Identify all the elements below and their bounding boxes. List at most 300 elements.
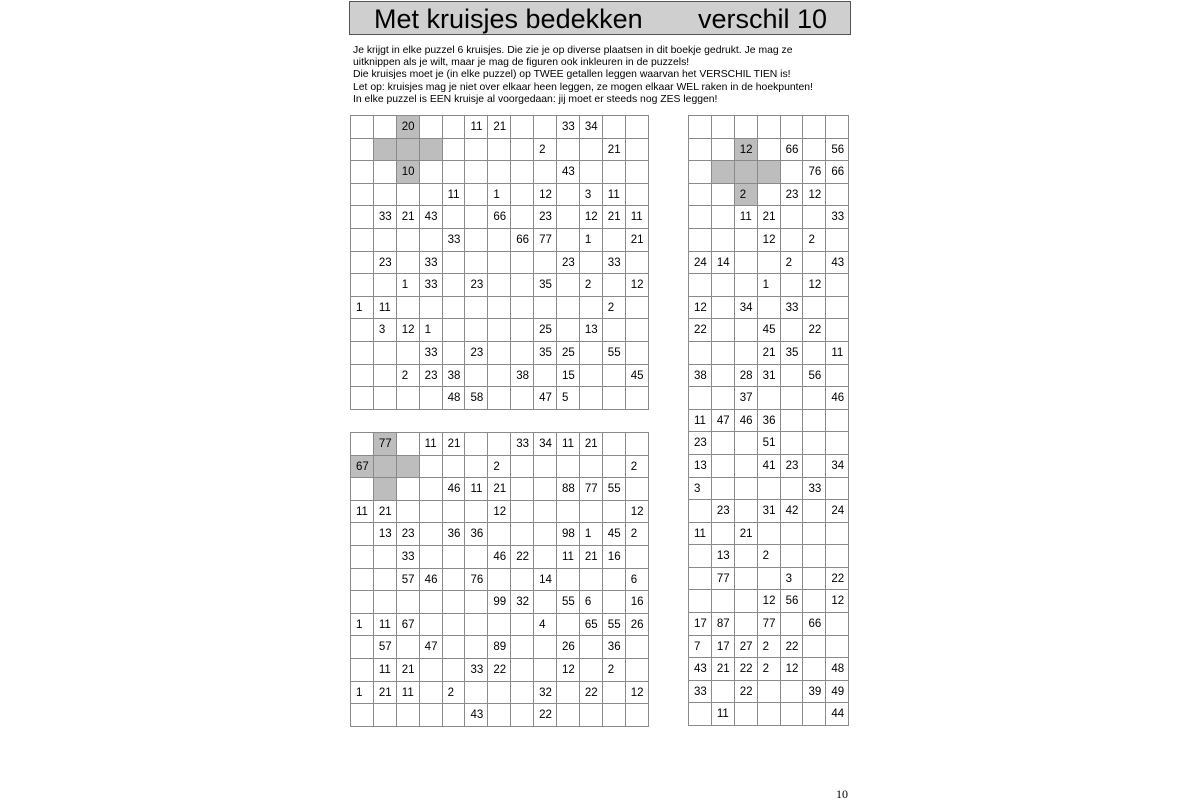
grid-cell[interactable] [580,704,603,727]
grid-cell[interactable]: 23 [689,432,712,455]
grid-cell[interactable] [534,659,557,682]
grid-cell[interactable] [351,139,374,162]
grid-cell[interactable] [735,319,758,342]
grid-cell[interactable] [488,433,511,456]
grid-cell[interactable] [626,342,649,365]
grid-cell[interactable] [465,297,488,320]
grid-cell[interactable] [488,704,511,727]
grid-cell[interactable] [511,252,534,275]
grid-cell[interactable] [374,569,397,592]
grid-cell[interactable] [626,704,649,727]
grid-cell[interactable] [465,161,488,184]
grid-cell[interactable] [351,387,374,410]
grid-cell[interactable] [781,478,804,501]
grid-cell[interactable] [351,433,374,456]
grid-cell[interactable] [781,229,804,252]
grid-cell[interactable] [689,545,712,568]
grid-cell[interactable] [351,319,374,342]
grid-cell[interactable] [557,139,580,162]
grid-cell[interactable] [826,116,849,139]
shaded-grid-cell[interactable]: 20 [397,116,420,139]
grid-cell[interactable] [781,365,804,388]
grid-cell[interactable] [735,432,758,455]
grid-cell[interactable]: 38 [511,365,534,388]
grid-cell[interactable] [803,116,826,139]
grid-cell[interactable] [735,590,758,613]
grid-cell[interactable] [374,704,397,727]
grid-cell[interactable] [712,387,735,410]
grid-cell[interactable] [465,229,488,252]
grid-cell[interactable] [397,501,420,524]
grid-cell[interactable]: 33 [374,206,397,229]
grid-cell[interactable] [534,252,557,275]
grid-cell[interactable]: 12 [758,229,781,252]
grid-cell[interactable] [488,161,511,184]
grid-cell[interactable] [603,229,626,252]
grid-cell[interactable] [735,274,758,297]
shaded-grid-cell[interactable]: 10 [397,161,420,184]
grid-cell[interactable]: 1 [580,229,603,252]
grid-cell[interactable]: 43 [826,252,849,275]
grid-cell[interactable]: 21 [626,229,649,252]
grid-cell[interactable] [735,568,758,591]
grid-cell[interactable]: 11 [443,184,466,207]
grid-cell[interactable]: 21 [488,478,511,501]
grid-cell[interactable] [626,659,649,682]
grid-cell[interactable]: 45 [626,365,649,388]
grid-cell[interactable] [511,659,534,682]
grid-cell[interactable] [351,161,374,184]
grid-cell[interactable] [826,478,849,501]
grid-cell[interactable] [781,116,804,139]
grid-cell[interactable] [488,614,511,637]
grid-cell[interactable]: 33 [603,252,626,275]
grid-cell[interactable]: 3 [374,319,397,342]
grid-cell[interactable]: 33 [826,206,849,229]
grid-cell[interactable]: 34 [826,455,849,478]
grid-cell[interactable] [735,500,758,523]
grid-cell[interactable] [351,659,374,682]
grid-cell[interactable]: 11 [735,206,758,229]
grid-cell[interactable]: 66 [781,139,804,162]
grid-cell[interactable]: 17 [689,613,712,636]
grid-cell[interactable]: 11 [465,478,488,501]
grid-cell[interactable]: 11 [826,342,849,365]
grid-cell[interactable]: 1 [488,184,511,207]
grid-cell[interactable] [351,636,374,659]
grid-cell[interactable] [758,116,781,139]
grid-cell[interactable] [826,636,849,659]
grid-cell[interactable] [557,206,580,229]
shaded-grid-cell[interactable] [397,456,420,479]
grid-cell[interactable]: 11 [689,523,712,546]
grid-cell[interactable] [557,229,580,252]
grid-cell[interactable] [534,297,557,320]
grid-cell[interactable]: 23 [781,184,804,207]
grid-cell[interactable]: 21 [580,433,603,456]
grid-cell[interactable]: 35 [781,342,804,365]
grid-cell[interactable] [443,297,466,320]
grid-cell[interactable]: 98 [557,523,580,546]
grid-cell[interactable] [443,501,466,524]
grid-cell[interactable] [712,274,735,297]
grid-cell[interactable] [758,297,781,320]
grid-cell[interactable]: 31 [758,500,781,523]
grid-cell[interactable] [511,478,534,501]
grid-cell[interactable]: 33 [420,252,443,275]
grid-cell[interactable] [826,523,849,546]
grid-cell[interactable]: 23 [374,252,397,275]
grid-cell[interactable]: 32 [534,682,557,705]
grid-cell[interactable]: 35 [534,342,557,365]
grid-cell[interactable]: 25 [534,319,557,342]
grid-cell[interactable]: 12 [626,682,649,705]
grid-cell[interactable]: 12 [689,297,712,320]
grid-cell[interactable]: 21 [603,206,626,229]
grid-cell[interactable] [420,591,443,614]
grid-cell[interactable]: 11 [603,184,626,207]
grid-cell[interactable]: 57 [397,569,420,592]
grid-cell[interactable] [420,523,443,546]
grid-cell[interactable] [626,139,649,162]
grid-cell[interactable] [803,455,826,478]
grid-cell[interactable]: 31 [758,365,781,388]
grid-cell[interactable] [626,161,649,184]
grid-cell[interactable]: 7 [689,636,712,659]
grid-cell[interactable]: 88 [557,478,580,501]
grid-cell[interactable] [465,365,488,388]
grid-cell[interactable] [488,682,511,705]
grid-cell[interactable]: 23 [712,500,735,523]
grid-cell[interactable]: 27 [735,636,758,659]
grid-cell[interactable]: 14 [712,252,735,275]
grid-cell[interactable] [374,274,397,297]
grid-cell[interactable] [712,432,735,455]
grid-cell[interactable]: 3 [689,478,712,501]
grid-cell[interactable]: 21 [374,682,397,705]
grid-cell[interactable] [603,682,626,705]
grid-cell[interactable] [712,297,735,320]
grid-cell[interactable] [488,523,511,546]
grid-cell[interactable] [758,139,781,162]
grid-cell[interactable]: 43 [420,206,443,229]
grid-cell[interactable]: 39 [803,681,826,704]
grid-cell[interactable] [534,116,557,139]
grid-cell[interactable]: 76 [465,569,488,592]
grid-cell[interactable] [580,659,603,682]
grid-cell[interactable]: 36 [465,523,488,546]
grid-cell[interactable]: 33 [420,274,443,297]
grid-cell[interactable]: 55 [603,342,626,365]
grid-cell[interactable] [803,297,826,320]
grid-cell[interactable] [511,206,534,229]
grid-cell[interactable] [534,478,557,501]
grid-cell[interactable] [488,387,511,410]
grid-cell[interactable] [603,161,626,184]
grid-cell[interactable]: 33 [689,681,712,704]
grid-cell[interactable] [557,456,580,479]
grid-cell[interactable]: 45 [603,523,626,546]
grid-cell[interactable] [689,703,712,726]
grid-cell[interactable] [351,704,374,727]
grid-cell[interactable] [374,387,397,410]
grid-cell[interactable] [626,184,649,207]
grid-cell[interactable] [511,682,534,705]
grid-cell[interactable] [603,319,626,342]
grid-cell[interactable] [351,523,374,546]
grid-cell[interactable] [443,614,466,637]
grid-cell[interactable]: 46 [826,387,849,410]
grid-cell[interactable] [603,704,626,727]
grid-cell[interactable]: 33 [781,297,804,320]
grid-cell[interactable] [465,139,488,162]
grid-cell[interactable] [580,456,603,479]
grid-cell[interactable] [351,546,374,569]
grid-cell[interactable] [420,387,443,410]
grid-cell[interactable] [803,432,826,455]
grid-cell[interactable] [603,569,626,592]
grid-cell[interactable] [465,614,488,637]
grid-cell[interactable] [626,478,649,501]
grid-cell[interactable] [603,591,626,614]
grid-cell[interactable] [488,319,511,342]
grid-cell[interactable] [735,252,758,275]
grid-cell[interactable]: 22 [826,568,849,591]
grid-cell[interactable]: 1 [351,297,374,320]
grid-cell[interactable] [351,252,374,275]
grid-cell[interactable]: 12 [781,658,804,681]
grid-cell[interactable] [557,274,580,297]
grid-cell[interactable]: 11 [626,206,649,229]
grid-cell[interactable] [712,523,735,546]
grid-cell[interactable]: 2 [626,456,649,479]
grid-cell[interactable]: 44 [826,703,849,726]
grid-cell[interactable]: 11 [397,682,420,705]
grid-cell[interactable]: 66 [488,206,511,229]
grid-cell[interactable]: 42 [781,500,804,523]
grid-cell[interactable]: 23 [465,342,488,365]
grid-cell[interactable] [443,659,466,682]
grid-cell[interactable]: 17 [712,636,735,659]
grid-cell[interactable]: 87 [712,613,735,636]
grid-cell[interactable] [626,116,649,139]
grid-cell[interactable] [465,456,488,479]
grid-cell[interactable] [803,658,826,681]
grid-cell[interactable]: 12 [626,501,649,524]
grid-cell[interactable]: 77 [534,229,557,252]
grid-cell[interactable] [511,387,534,410]
grid-cell[interactable] [781,319,804,342]
grid-cell[interactable] [712,206,735,229]
grid-cell[interactable]: 46 [735,410,758,433]
grid-cell[interactable]: 12 [758,590,781,613]
grid-cell[interactable]: 43 [689,658,712,681]
grid-cell[interactable] [511,569,534,592]
grid-cell[interactable]: 55 [603,614,626,637]
grid-cell[interactable]: 21 [580,546,603,569]
grid-cell[interactable]: 21 [712,658,735,681]
grid-cell[interactable] [351,342,374,365]
grid-cell[interactable] [689,274,712,297]
grid-cell[interactable] [781,523,804,546]
grid-cell[interactable]: 47 [712,410,735,433]
grid-cell[interactable] [443,139,466,162]
grid-cell[interactable] [580,139,603,162]
grid-cell[interactable] [488,229,511,252]
grid-cell[interactable]: 66 [511,229,534,252]
grid-cell[interactable]: 13 [689,455,712,478]
grid-cell[interactable] [826,229,849,252]
grid-cell[interactable] [511,116,534,139]
grid-cell[interactable]: 16 [626,591,649,614]
grid-cell[interactable] [397,478,420,501]
grid-cell[interactable]: 51 [758,432,781,455]
grid-cell[interactable] [758,568,781,591]
grid-cell[interactable]: 5 [557,387,580,410]
grid-cell[interactable]: 4 [534,614,557,637]
grid-cell[interactable] [603,365,626,388]
grid-cell[interactable]: 34 [580,116,603,139]
grid-cell[interactable] [351,365,374,388]
grid-cell[interactable] [420,116,443,139]
grid-cell[interactable] [735,342,758,365]
grid-cell[interactable]: 23 [420,365,443,388]
grid-cell[interactable] [465,501,488,524]
grid-cell[interactable]: 45 [758,319,781,342]
grid-cell[interactable] [689,184,712,207]
grid-cell[interactable] [781,613,804,636]
grid-cell[interactable] [511,274,534,297]
grid-cell[interactable] [557,297,580,320]
grid-cell[interactable] [803,703,826,726]
grid-cell[interactable] [511,342,534,365]
grid-cell[interactable] [626,636,649,659]
grid-cell[interactable] [443,206,466,229]
grid-cell[interactable] [803,636,826,659]
grid-cell[interactable]: 36 [603,636,626,659]
grid-cell[interactable]: 11 [557,546,580,569]
grid-cell[interactable] [603,456,626,479]
grid-cell[interactable]: 77 [580,478,603,501]
grid-cell[interactable] [826,297,849,320]
grid-cell[interactable]: 22 [488,659,511,682]
grid-cell[interactable] [397,704,420,727]
grid-cell[interactable]: 41 [758,455,781,478]
grid-cell[interactable]: 3 [580,184,603,207]
grid-cell[interactable] [534,501,557,524]
shaded-grid-cell[interactable] [420,139,443,162]
grid-cell[interactable]: 11 [557,433,580,456]
grid-cell[interactable]: 11 [465,116,488,139]
grid-cell[interactable] [781,387,804,410]
grid-cell[interactable] [803,545,826,568]
grid-cell[interactable]: 22 [781,636,804,659]
grid-cell[interactable] [443,569,466,592]
grid-cell[interactable] [443,319,466,342]
grid-cell[interactable]: 38 [443,365,466,388]
grid-cell[interactable]: 2 [758,545,781,568]
grid-cell[interactable]: 2 [534,139,557,162]
grid-cell[interactable] [374,184,397,207]
grid-cell[interactable] [397,636,420,659]
grid-cell[interactable]: 12 [580,206,603,229]
grid-cell[interactable]: 33 [803,478,826,501]
grid-cell[interactable]: 99 [488,591,511,614]
grid-cell[interactable]: 48 [443,387,466,410]
grid-cell[interactable] [758,184,781,207]
grid-cell[interactable] [781,206,804,229]
grid-cell[interactable] [397,387,420,410]
grid-cell[interactable] [511,184,534,207]
grid-cell[interactable] [420,546,443,569]
grid-cell[interactable]: 1 [351,682,374,705]
grid-cell[interactable] [557,704,580,727]
grid-cell[interactable] [351,116,374,139]
grid-cell[interactable] [781,161,804,184]
grid-cell[interactable] [443,274,466,297]
grid-cell[interactable] [397,297,420,320]
grid-cell[interactable]: 21 [443,433,466,456]
grid-cell[interactable] [689,342,712,365]
shaded-grid-cell[interactable] [374,456,397,479]
grid-cell[interactable]: 33 [443,229,466,252]
grid-cell[interactable] [803,252,826,275]
shaded-grid-cell[interactable] [374,478,397,501]
grid-cell[interactable]: 77 [758,613,781,636]
grid-cell[interactable] [735,545,758,568]
grid-cell[interactable] [420,456,443,479]
grid-cell[interactable]: 58 [465,387,488,410]
grid-cell[interactable] [826,319,849,342]
shaded-grid-cell[interactable] [374,139,397,162]
grid-cell[interactable] [397,433,420,456]
grid-cell[interactable]: 24 [826,500,849,523]
grid-cell[interactable] [465,546,488,569]
grid-cell[interactable] [735,229,758,252]
shaded-grid-cell[interactable]: 2 [735,184,758,207]
grid-cell[interactable] [803,523,826,546]
grid-cell[interactable] [580,387,603,410]
grid-cell[interactable]: 2 [603,659,626,682]
grid-cell[interactable] [712,365,735,388]
grid-cell[interactable] [781,274,804,297]
grid-cell[interactable] [580,342,603,365]
grid-cell[interactable] [781,703,804,726]
grid-cell[interactable]: 34 [735,297,758,320]
grid-cell[interactable] [580,501,603,524]
grid-cell[interactable] [511,456,534,479]
grid-cell[interactable] [689,206,712,229]
grid-cell[interactable] [374,591,397,614]
grid-cell[interactable]: 32 [511,591,534,614]
grid-cell[interactable]: 23 [534,206,557,229]
grid-cell[interactable]: 23 [397,523,420,546]
grid-cell[interactable] [534,161,557,184]
grid-cell[interactable]: 46 [443,478,466,501]
grid-cell[interactable]: 11 [689,410,712,433]
grid-cell[interactable] [534,523,557,546]
grid-cell[interactable] [803,387,826,410]
grid-cell[interactable]: 12 [803,184,826,207]
grid-cell[interactable]: 33 [557,116,580,139]
grid-cell[interactable]: 6 [580,591,603,614]
grid-cell[interactable]: 56 [826,139,849,162]
grid-cell[interactable]: 11 [374,659,397,682]
grid-cell[interactable]: 23 [557,252,580,275]
grid-cell[interactable] [758,478,781,501]
grid-cell[interactable] [781,410,804,433]
grid-cell[interactable] [580,569,603,592]
